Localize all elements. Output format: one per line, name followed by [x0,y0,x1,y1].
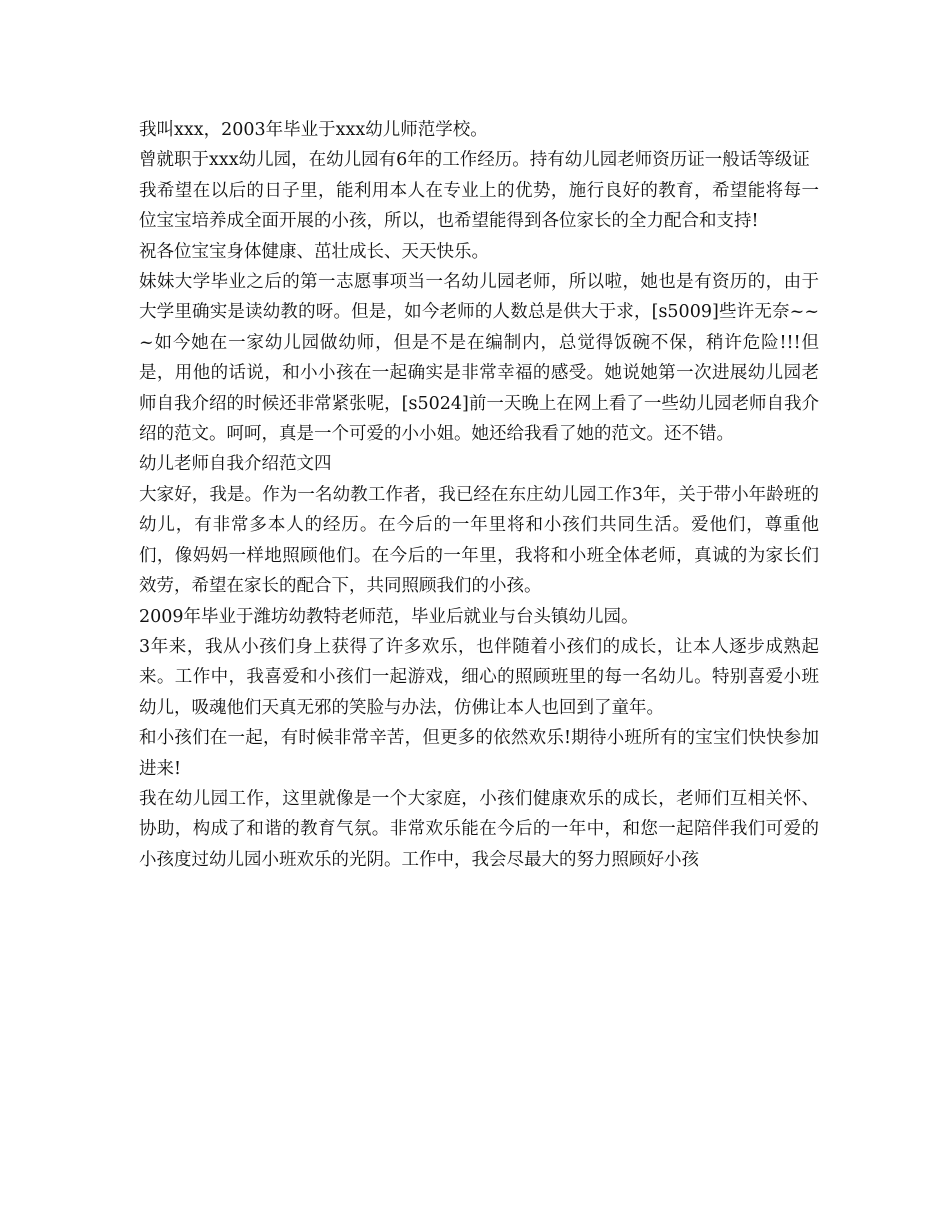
document-body [139,115,819,875]
paragraph-graduation: 2009年毕业于潍坊幼教特老师范，毕业后就业与台头镇幼儿园。 [139,606,639,627]
paragraph-wishes: 祝各位宝宝身体健康、茁壮成长、天天快乐。 [139,241,489,262]
paragraph-intro: 我叫xxx，2003年毕业于xxx幼儿师范学校。 [139,120,488,140]
section-heading: 幼儿老师自我介绍范文四 [139,454,332,475]
paragraph-work-history: 曾就职于xxx幼儿园，在幼儿园有6年的工作经历。持有幼儿园老师资历证一般话等级证 [139,150,810,171]
paragraph-greeting: 大家好，我是。作为一名幼教工作者，我已经在东庄幼儿园工作3年，关于带小年龄班的幼儿，有非常多本人的经历。在今后的一年里将和小孩们共同生活。爱他们，尊重他们，像妈妈一样地照顾他们。在今后的一年里，我将和小班全体老师，真诚的为家长们效劳，希望在家长的配合下，共同照顾我们的小孩。 [139,484,819,597]
paragraph-sister-story: 妹妹大学毕业之后的第一志愿事项当一名幼儿园老师，所以啦，她也是有资历的，由于大学里确实是读幼教的呀。但是，如今老师的人数总是供大于求，[s5009]些许无奈~~~如今她在一家幼儿园做幼师，但是不是在编制内，总觉得饭碗不保，稍许危险!!!但是，用他的话说，和小小孩在一起确实是非常幸福的感受。她说她第一次进展幼儿园老师自我介绍的时候还非常紧张呢，[s5024]前一天晚上在网上看了一些幼儿园老师自我介绍的范文。呵呵，真是一个可爱的小小姐。她还给我看了她的范文。还不错。 [139,272,819,445]
paragraph-with-children: 和小孩们在一起，有时候非常辛苦，但更多的依然欢乐!期待小班所有的宝宝们快快参加进来! [139,728,819,779]
paragraph-three-years: 3年来，我从小孩们身上获得了许多欢乐，也伴随着小孩们的成长，让本人逐步成熟起来。工作中，我喜爱和小孩们一起游戏，细心的照顾班里的每一名幼儿。特别喜爱小班幼儿，吸魂他们天真无邪的笑脸与办法，仿佛让本人也回到了童年。 [139,636,819,718]
paragraph-hope: 我希望在以后的日子里，能利用本人在专业上的优势，施行良好的教育，希望能将每一位宝宝培养成全面开展的小孩，所以，也希望能得到各位家长的全力配合和支持! [139,180,819,232]
paragraph-big-family: 我在幼儿园工作，这里就像是一个大家庭，小孩们健康欢乐的成长，老师们互相关怀、协助，构成了和谐的教育气氛。非常欢乐能在今后的一年中，和您一起陪伴我们可爱的小孩度过幼儿园小班欢乐的光阴。工作中，我会尽最大的努力照顾好小孩 [139,788,819,870]
